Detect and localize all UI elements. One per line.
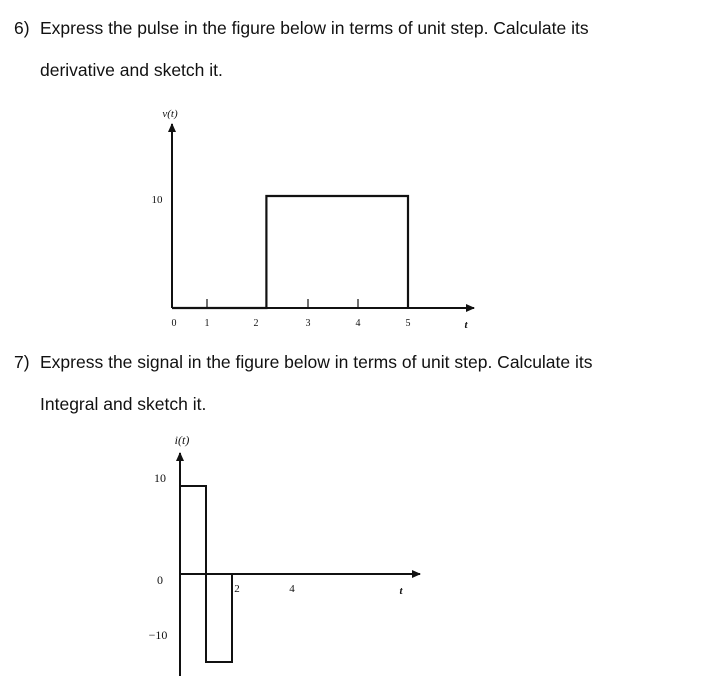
fig1-x-tick-2: 2 (253, 318, 259, 329)
fig1-x-label: t (464, 319, 468, 331)
fig2-x-tick-4: 4 (289, 583, 295, 595)
fig1-y-label: v(t) (162, 108, 178, 120)
fig1-x-tick-4: 4 (355, 318, 361, 329)
fig2-y-tick-10: 10 (154, 471, 166, 485)
fig2-x-label: t (399, 585, 403, 597)
question-6-line-2: derivative and sketch it. (40, 60, 223, 80)
fig2-y-tick-minus-10: −10 (148, 628, 168, 642)
question-6-number: 6) (14, 18, 30, 38)
fig1-x-tick-0: 0 (171, 318, 177, 329)
figure-2-signal (149, 433, 420, 676)
fig2-y-label: i(t) (174, 433, 190, 447)
fig2-y-tick-0: 0 (157, 573, 163, 587)
fig1-y-tick-10: 10 (151, 194, 163, 206)
fig1-x-tick-5: 5 (405, 318, 411, 329)
question-7-number: 7) (14, 352, 30, 372)
fig2-x-tick-2: 2 (234, 583, 240, 595)
fig1-pulse-signal (172, 196, 408, 308)
question-6-text-1: Express the pulse in the figure below in terms of unit step. Calculate its (40, 18, 589, 38)
fig1-x-tick-3: 3 (305, 318, 311, 329)
question-7-text-1: Express the signal in the figure below in terms of unit step. Calculate its (40, 352, 593, 372)
figure-1-pulse (152, 108, 475, 331)
question-7-line-2: Integral and sketch it. (40, 394, 207, 414)
fig1-x-tick-1: 1 (204, 318, 210, 329)
